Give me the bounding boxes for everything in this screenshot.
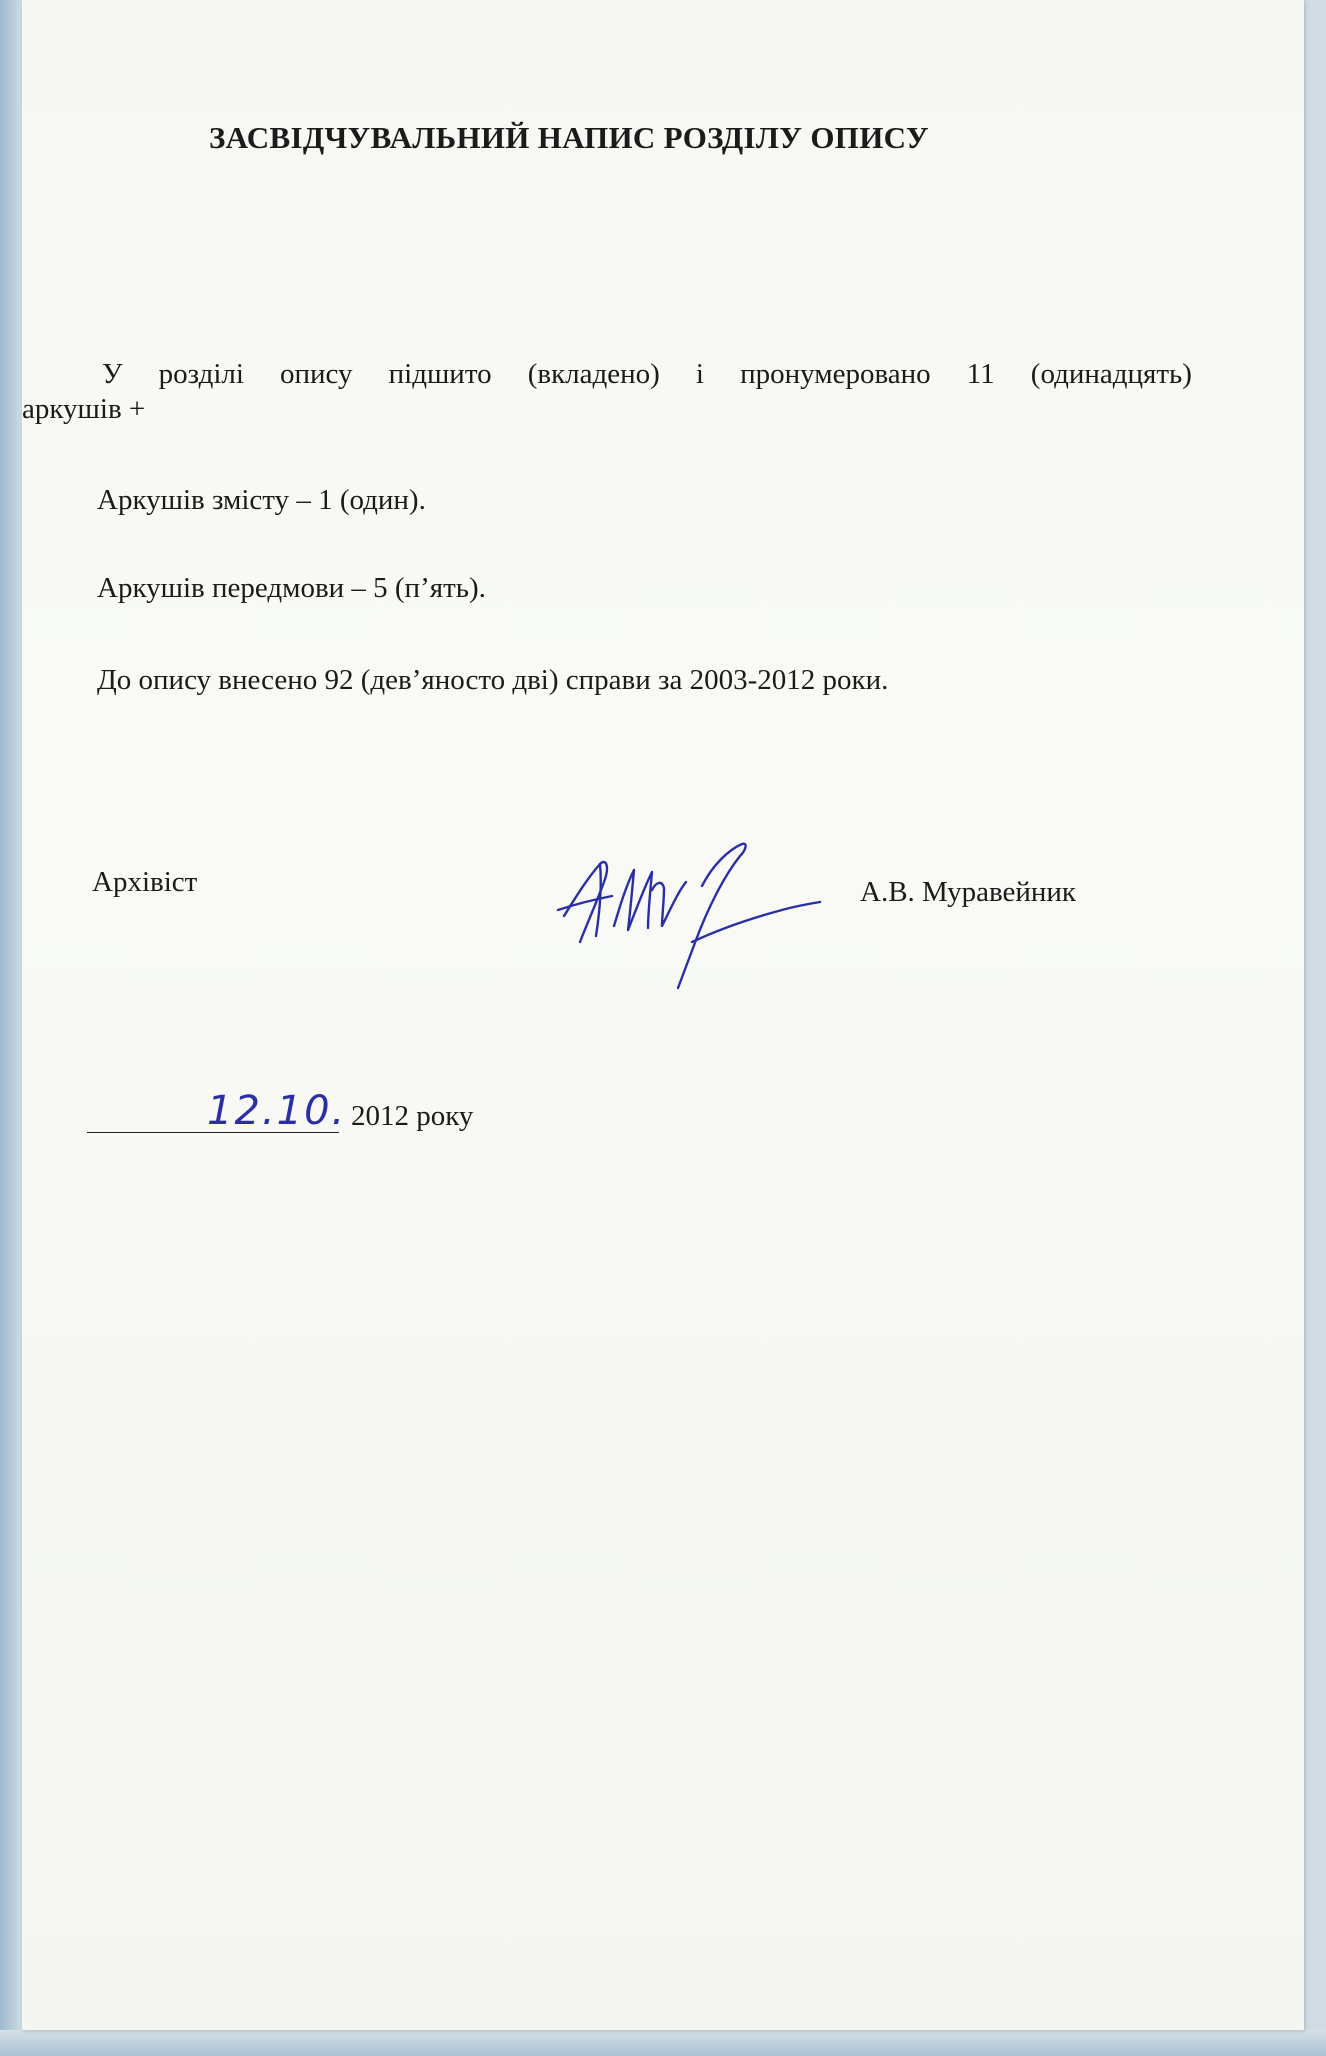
date-line [87,1090,507,1140]
signer-name: А.В. Муравейник [860,876,1077,908]
paragraph-word: і [695,358,704,390]
paragraph-word: (вкладено) [527,358,660,390]
paragraph-word: 11 [966,358,995,390]
paragraph-sheets-continuation: аркушів + [22,393,146,425]
paragraph-word: опису [280,358,353,390]
document-title: ЗАСВІДЧУВАЛЬНИЙ НАПИС РОЗДІЛУ ОПИСУ [209,120,929,155]
scanner-backdrop-left [0,0,24,2056]
scanner-backdrop-bottom [0,2030,1326,2056]
paragraph-word: (одинадцять) [1030,358,1192,390]
paragraph-preface-sheets: Аркушів передмови – 5 (п’ять). [97,572,486,604]
paragraph-contents-sheets: Аркушів змісту – 1 (один). [97,484,426,516]
paragraph-word: пронумеровано [740,358,931,390]
date-underline [87,1132,339,1133]
paragraph-sheets-count [102,358,1192,391]
signer-role: Архівіст [92,866,198,898]
paragraph-word: У [102,358,123,390]
paragraph-files-count: До опису внесено 92 (дев’яносто дві) справи за 2003-2012 роки. [97,664,889,696]
paragraph-word: розділі [158,358,244,390]
handwritten-signature [552,830,842,1010]
document-sheet [22,0,1304,2030]
date-year-suffix: 2012 року [351,1100,474,1132]
paragraph-word: підшито [388,358,492,390]
handwritten-date: 12.10. [207,1088,347,1134]
